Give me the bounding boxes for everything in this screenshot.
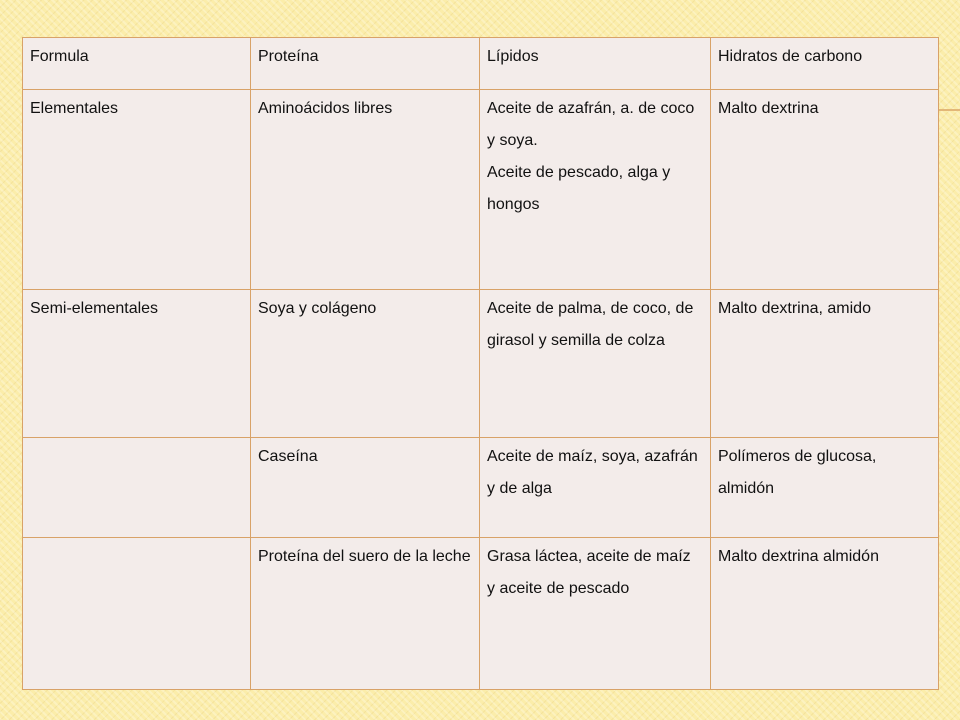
table-row [23, 438, 939, 538]
header-cell-proteina: Proteína [251, 38, 480, 90]
cell-formula: Semi-elementales [23, 290, 251, 438]
cell-proteina: Caseína [251, 438, 480, 538]
cell-proteina: Aminoácidos libres [251, 90, 480, 290]
cell-formula [23, 438, 251, 538]
cell-formula: Elementales [23, 90, 251, 290]
cell-lipidos: Grasa láctea, aceite de maíz y aceite de pescado [480, 538, 711, 690]
table-row [23, 90, 939, 290]
header-cell-formula: Formula [23, 38, 251, 90]
cell-proteina: Proteína del suero de la leche [251, 538, 480, 690]
table-header-row [23, 38, 939, 90]
cell-lipidos: Aceite de azafrán, a. de coco y soya. Aceite de pescado, alga y hongos [480, 90, 711, 290]
cell-formula [23, 538, 251, 690]
cell-lipidos: Aceite de palma, de coco, de girasol y semilla de colza [480, 290, 711, 438]
table-row [23, 538, 939, 690]
decorative-accent-line [938, 109, 960, 111]
cell-hidratos: Malto dextrina almidón [711, 538, 939, 690]
formula-comparison-table [22, 37, 939, 690]
cell-lipidos: Aceite de maíz, soya, azafrán y de alga [480, 438, 711, 538]
cell-hidratos: Polímeros de glucosa, almidón [711, 438, 939, 538]
cell-proteina: Soya y colágeno [251, 290, 480, 438]
header-cell-lipidos: Lípidos [480, 38, 711, 90]
cell-hidratos: Malto dextrina, amido [711, 290, 939, 438]
table-row [23, 290, 939, 438]
cell-hidratos: Malto dextrina [711, 90, 939, 290]
header-cell-hidratos: Hidratos de carbono [711, 38, 939, 90]
